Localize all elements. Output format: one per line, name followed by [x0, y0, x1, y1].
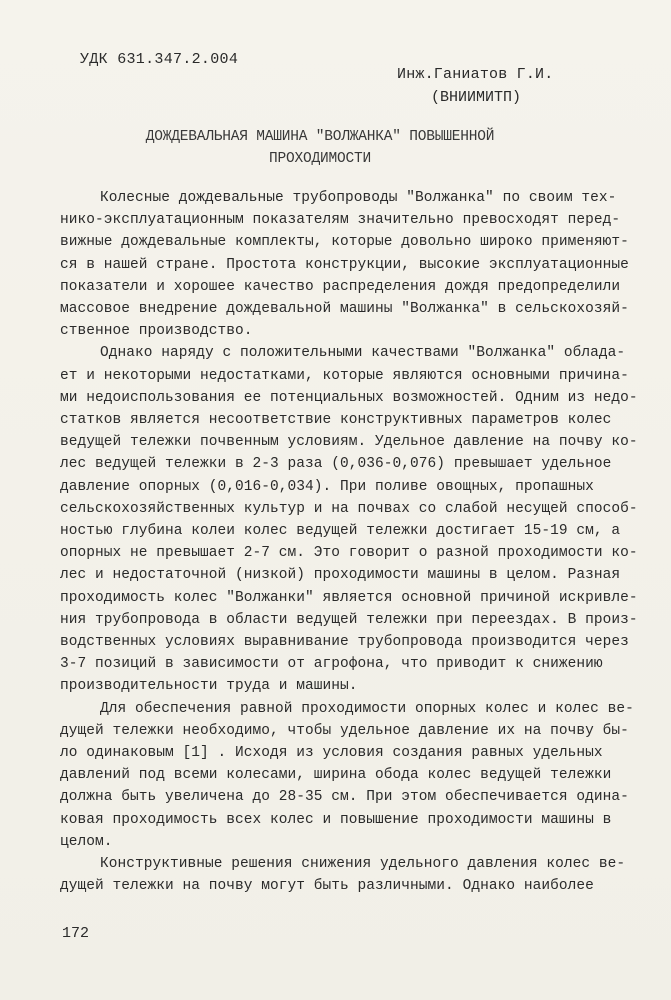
text-line: водственных условиях выравнивание трубопровода производится через — [60, 634, 629, 651]
text-line: статков является несоответствие конструктивных параметров колес — [60, 412, 612, 429]
text-line: ло одинаковым [1] . Исходя из условия создания равных удельных — [60, 745, 603, 762]
text-line: давление опорных (0,016-0,034). При поливе овощных, пропашных — [60, 478, 594, 495]
title-line-1: ДОЖДЕВАЛЬНАЯ МАШИНА "ВОЛЖАНКА" ПОВЫШЕННОЙ — [145, 129, 495, 145]
text-line: вижные дождевальные комплекты, которые довольно широко применяют- — [60, 234, 629, 251]
text-line: Однако наряду с положительными качествами "Волжанка" обладa- — [100, 345, 626, 362]
text-line: показатели и хорошее качество распределения дождя предопределили — [60, 278, 621, 295]
text-line: нико-эксплуатационным показателям значительно превосходят перед- — [60, 212, 621, 229]
text-line: 3-7 позиций в зависимости от агрофона, что приводит к снижению — [60, 656, 603, 673]
text-line: дущей тележки на почву могут быть различными. Однако наиболее — [60, 878, 594, 895]
text-line: проходимость колес "Волжанки" является основной причиной искривле- — [60, 589, 638, 606]
text-line: ведущей тележки почвенным условиям. Удельное давление на почву ко- — [60, 434, 638, 451]
article-body — [60, 187, 638, 898]
page-number: 172 — [62, 925, 90, 942]
text-line: давлений под всеми колесами, ширина обода колес ведущей тележки — [60, 767, 612, 784]
text-line: ковая проходимость всех колес и повышение проходимости машины в — [60, 811, 612, 828]
text-line: ственное производство. — [60, 323, 253, 340]
text-line: производительности труда и машины. — [60, 678, 358, 695]
text-line: Конструктивные решения снижения удельного давления колес ве- — [100, 856, 626, 873]
text-line: Колесные дождевальные трубопроводы "Волжанка" по своим тех- — [100, 190, 617, 206]
text-line: ся в нашей стране. Простота конструкции, высокие эксплуатационные — [60, 256, 629, 273]
text-line: лес ведущей тележки в 2-3 раза (0,036-0,076) превышает удельное — [60, 456, 612, 473]
text-line: ния трубопровода в области ведущей тележки при переездах. В произ- — [60, 611, 638, 628]
text-line: опорных не превышает 2-7 см. Это говорит о разной проходимости ко- — [60, 545, 638, 562]
text-line: массовое внедрение дождевальной машины "Волжанка" в сельскохозяй- — [60, 301, 629, 318]
text-line: ностью глубина колеи колес ведущей тележки достигает 15-19 см, а — [60, 523, 621, 540]
udk-code: УДК 631.347.2.004 — [80, 51, 239, 68]
author-name: Инж.Ганиатов Г.И. — [397, 66, 554, 83]
text-line: целом. — [60, 833, 113, 850]
author-affiliation: (ВНИИМИТП) — [431, 89, 522, 106]
title-line-2: ПРОХОДИМОСТИ — [268, 151, 372, 167]
text-line: должна быть увеличена до 28-35 см. При этом обеспечивается одина- — [60, 789, 629, 806]
text-line: ми недоиспользования ее потенциальных возможностей. Одним из недо- — [60, 389, 638, 406]
text-line: Для обеспечения равной проходимости опорных колес и колес ве- — [100, 700, 634, 717]
text-line: дущей тележки необходимо, чтобы удельное давление их на почву бы- — [60, 722, 629, 739]
text-line: сельскохозяйственных культур и на почвах со слабой несущей способ- — [60, 500, 638, 517]
text-line: ет и некоторыми недостатками, которые являются основными причина- — [60, 367, 629, 384]
text-line: лес и недостаточной (низкой) проходимости машины в целом. Разная — [60, 567, 621, 584]
article-title — [110, 126, 530, 170]
